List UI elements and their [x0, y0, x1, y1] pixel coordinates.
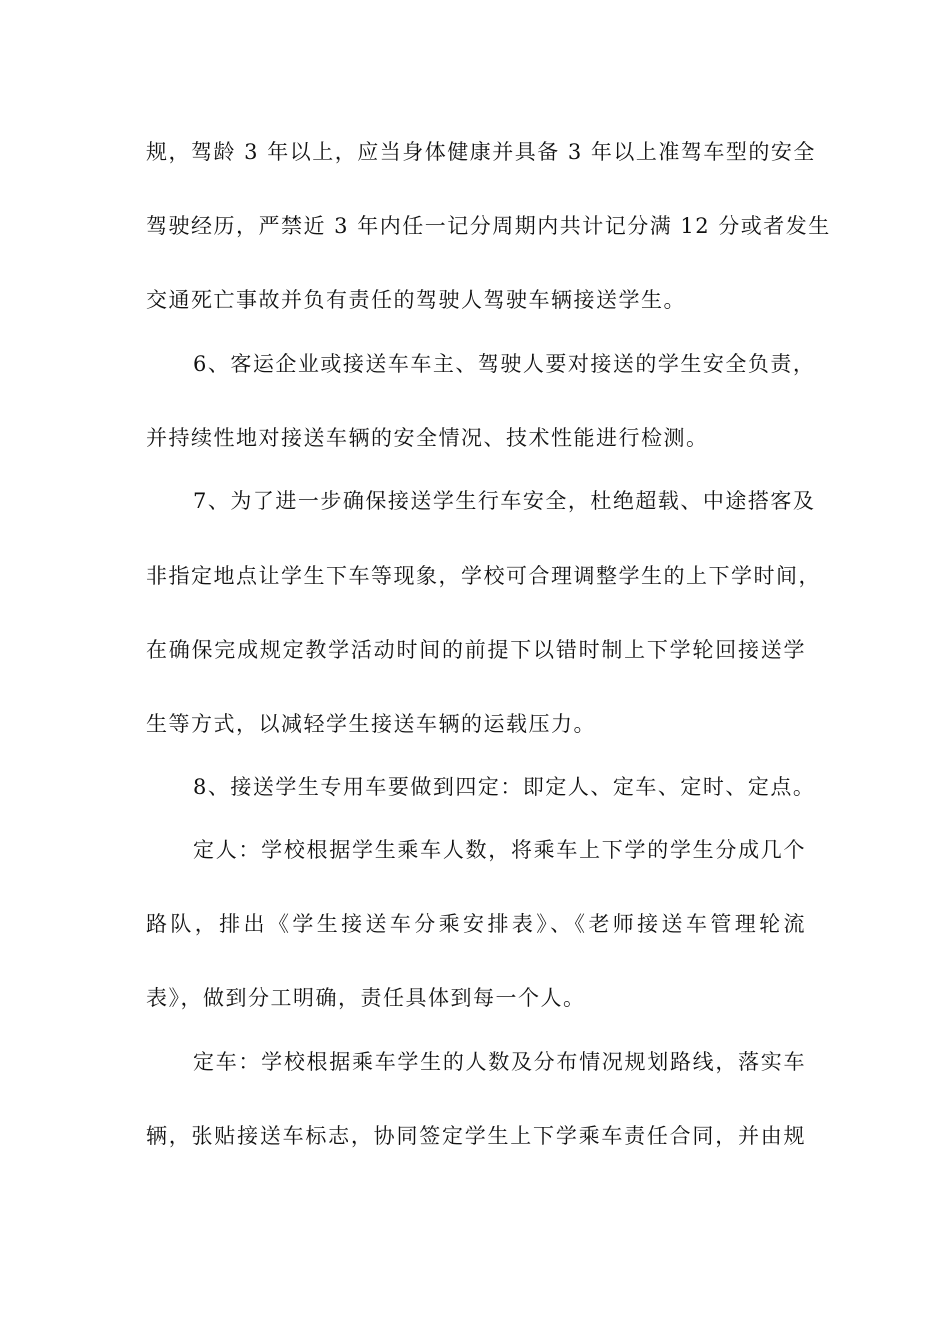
paragraph-line: 规，驾龄 3 年以上，应当身体健康并具备 3 年以上准驾车型的安全 [146, 140, 816, 164]
paragraph-line: 驾驶经历，严禁近 3 年内任一记分周期内共计记分满 12 分或者发生 [146, 214, 831, 238]
paragraph-line: 定车：学校根据乘车学生的人数及分布情况规划路线，落实车 [193, 1050, 806, 1074]
paragraph-line: 路队，排出《学生接送车分乘安排表》、《老师接送车管理轮流 [146, 912, 806, 936]
paragraph-line: 7、为了进一步确保接送学生行车安全，杜绝超载、中途搭客及 [193, 489, 816, 513]
paragraph-line: 非指定地点让学生下车等现象，学校可合理调整学生的上下学时间， [146, 564, 821, 588]
paragraph-line: 并持续性地对接送车辆的安全情况、技术性能进行检测。 [146, 426, 709, 450]
paragraph-line: 8、接送学生专用车要做到四定：即定人、定车、定时、定点。 [193, 775, 816, 799]
paragraph-line: 定人：学校根据学生乘车人数，将乘车上下学的学生分成几个 [193, 838, 806, 862]
paragraph-line: 6、客运企业或接送车车主、驾驶人要对接送的学生安全负责， [193, 352, 816, 376]
paragraph-line: 在确保完成规定教学活动时间的前提下以错时制上下学轮回接送学 [146, 638, 806, 662]
paragraph-line: 交通死亡事故并负有责任的驾驶人驾驶车辆接送学生。 [146, 288, 686, 312]
paragraph-line: 表》，做到分工明确，责任具体到每一个人。 [146, 986, 586, 1010]
paragraph-line: 辆，张贴接送车标志，协同签定学生上下学乘车责任合同，并由规 [146, 1124, 806, 1148]
paragraph-line: 生等方式，以减轻学生接送车辆的运载压力。 [146, 712, 596, 736]
